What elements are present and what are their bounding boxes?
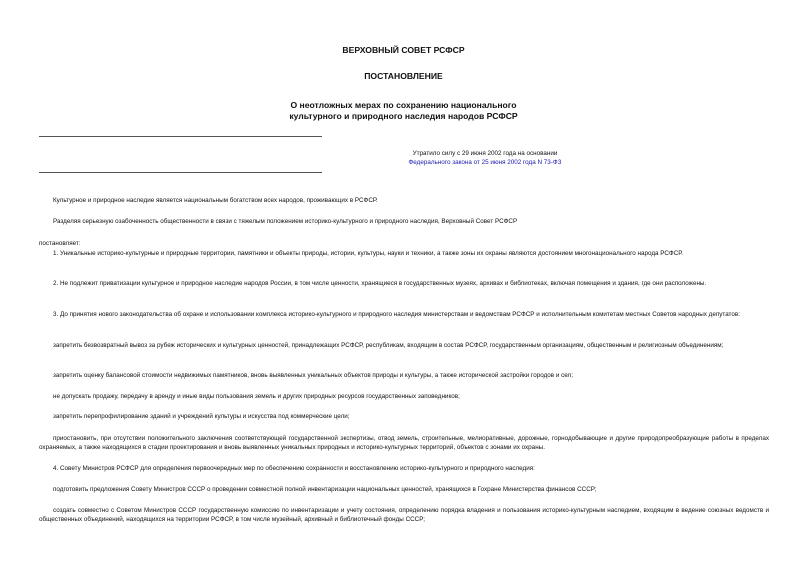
document-title-line-1: О неотложных мерах по сохранению национального <box>290 100 517 110</box>
paragraph-item-3-suspend: приостановить, при отсутствии положительного заключения соответствующей государственной экспертизы, отвод земель, строительные, мелиоративные, дорожные, горнодобывающие и другие природопреобразующие работы в пределах охраняемых, а также находящихся в стадии проектирования и вновь выявленных уникальных природных и историко-культурных территорий, объектов с зонами их охраны. <box>39 435 769 451</box>
paragraph-item-4-commission: создать совместно с Советом Министров СССР государственную комиссию по инвентаризации и учету состояния, определению порядка владения и пользования историко-культурным наследием, входящим в ведение союзных ведомств и общественных объединений, находящихся на территории РСФСР, в том числе музейный, архивный и библиотечный фонды СССР; <box>39 507 769 523</box>
paragraph-item-3-export: запретить безвозвратный вывоз за рубеж исторических и культурных ценностей, принадлежащих РСФСР, республикам, входящим в состав РСФСР, государственным организациям, общественным и религиозным объединениям; <box>53 342 724 349</box>
document-type: ПОСТАНОВЛЕНИЕ <box>364 71 443 81</box>
paragraph-item-2: 2. Не подлежит приватизации культурное и природное наследие народов России, в том числе ценности, хранящиеся в государственных музеях, архивах и библиотеках, включая помещения и здания, где они расположены. <box>53 280 707 287</box>
paragraph-resolves: постановляет: <box>39 240 81 247</box>
repeal-status <box>300 150 670 167</box>
divider-bottom <box>39 172 322 173</box>
repeal-law-link[interactable]: Федерального закона от 25 июня 2002 года N 73-ФЗ <box>408 158 562 166</box>
paragraph-item-3: 3. До принятия нового законодательства об охране и использовании комплекса историко-культурного и природного наследия министерствам и ведомствам РСФСР и исполнительным комитетам местных Советов народных депутатов: <box>53 311 740 318</box>
divider-top <box>39 136 322 137</box>
issuing-body: ВЕРХОВНЫЙ СОВЕТ РСФСР <box>342 45 465 55</box>
repeal-status-text: Утратило силу с 29 июня 2002 года на основании <box>412 150 558 157</box>
paragraph-item-4-inventory: подготовить предложения Совету Министров СССР о проведении совместной полной инвентаризации национальных ценностей, хранящихся в Гохране Министерства финансов СССР; <box>53 486 597 493</box>
paragraph-item-3-reprofiling: запретить перепрофилирование зданий и учреждений культуры и искусства под коммерческие цели; <box>53 413 350 420</box>
paragraph-item-4: 4. Совету Министров РСФСР для определения первоочередных мер по обеспечению сохранности и восстановлению историко-культурного и природного наследия: <box>53 465 535 472</box>
paragraph-item-3-valuation: запретить оценку балансовой стоимости недвижимых памятников, вновь выявленных уникальных объектов природы и культуры, а также исторической застройки городов и сел; <box>53 372 573 379</box>
document-title-line-2: культурного и природного наследия народов РСФСР <box>289 111 518 121</box>
paragraph-item-1: 1. Уникальные историко-культурные и природные территории, памятники и объекты природы, истории, культуры, науки и техники, а также зоны их охраны являются достоянием многонационального народа РСФСР. <box>53 250 684 257</box>
paragraph-preamble-2: Разделяя серьезную озабоченность общественности в связи с тяжелым положением историко-культурного и природного наследия, Верховный Совет РСФСР <box>53 218 518 225</box>
paragraph-item-3-reserves: не допускать продажу, передачу в аренду и иные виды пользования земель и других природных ресурсов государственных заповедников; <box>53 393 460 400</box>
paragraph-preamble-1: Культурное и природное наследие является национальным богатством всех народов, проживающих в РСФСР. <box>53 197 378 204</box>
